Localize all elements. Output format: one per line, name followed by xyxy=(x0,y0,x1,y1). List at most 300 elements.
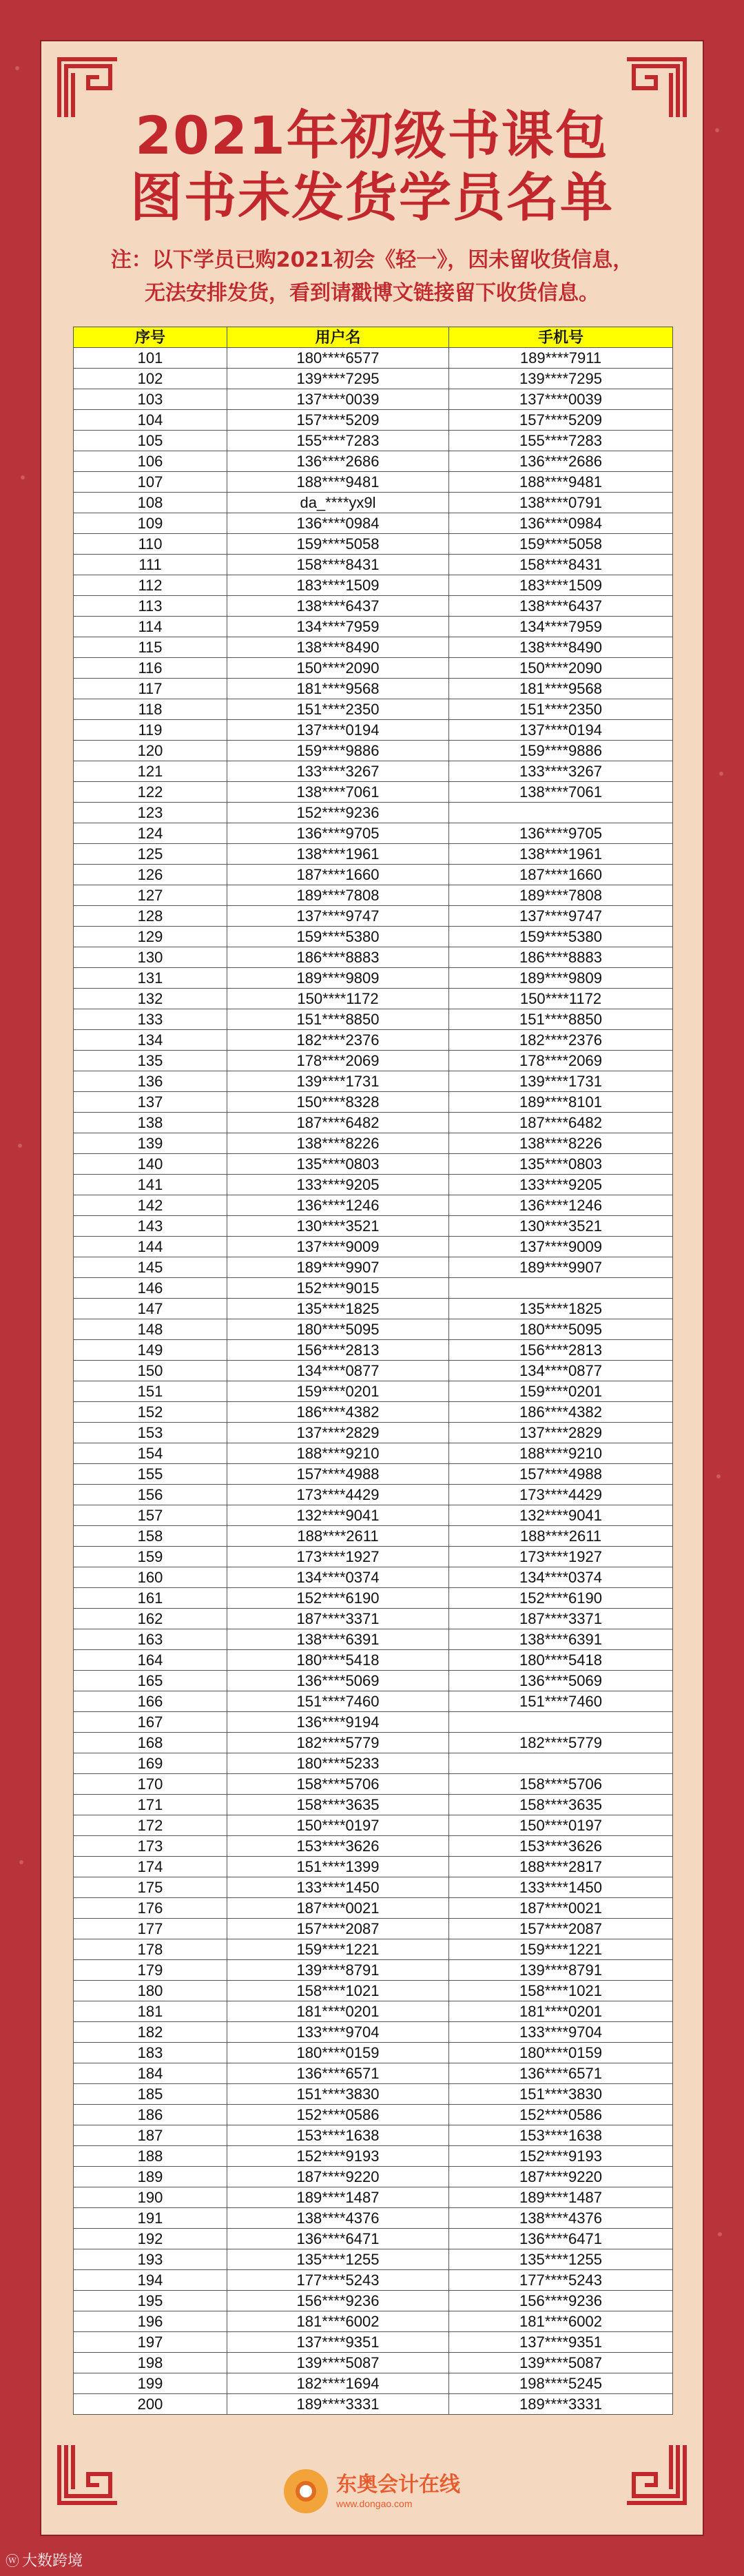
cell-phone: 136****5069 xyxy=(449,1671,673,1691)
table-row xyxy=(74,2229,673,2249)
cell-username: 158****5706 xyxy=(227,1774,449,1795)
table-row xyxy=(74,596,673,617)
cell-username: 152****9193 xyxy=(227,2146,449,2167)
cell-serial: 119 xyxy=(74,720,227,741)
cell-username: 139****7295 xyxy=(227,369,449,389)
cell-username: 182****5779 xyxy=(227,1733,449,1753)
cell-phone: 137****0194 xyxy=(449,720,673,741)
cell-phone: 187****0021 xyxy=(449,1898,673,1919)
cell-username: 136****2686 xyxy=(227,451,449,472)
table-row xyxy=(74,885,673,906)
cell-phone: 187****3371 xyxy=(449,1609,673,1629)
table-row xyxy=(74,2249,673,2270)
cell-username: 181****0201 xyxy=(227,2001,449,2022)
cell-serial: 145 xyxy=(74,1257,227,1278)
cell-phone: 189****9809 xyxy=(449,968,673,989)
cell-phone: 187****9220 xyxy=(449,2167,673,2187)
cell-username: 189****9809 xyxy=(227,968,449,989)
table-row xyxy=(74,1154,673,1175)
cell-serial: 174 xyxy=(74,1857,227,1877)
cell-phone: 134****0374 xyxy=(449,1567,673,1588)
cell-username: 156****2813 xyxy=(227,1340,449,1361)
cell-serial: 190 xyxy=(74,2187,227,2208)
cell-serial: 149 xyxy=(74,1340,227,1361)
cell-serial: 191 xyxy=(74,2208,227,2229)
cell-phone: 151****2350 xyxy=(449,699,673,720)
cell-username: 139****1731 xyxy=(227,1071,449,1092)
cell-username: 157****4988 xyxy=(227,1464,449,1485)
table-row xyxy=(74,679,673,699)
cell-serial: 136 xyxy=(74,1071,227,1092)
table-row xyxy=(74,1237,673,1257)
cell-phone: 138****8226 xyxy=(449,1133,673,1154)
cell-serial: 188 xyxy=(74,2146,227,2167)
cell-serial: 152 xyxy=(74,1402,227,1423)
header-phone: 手机号 xyxy=(449,327,673,348)
table-row xyxy=(74,1609,673,1629)
table-row xyxy=(74,1857,673,1877)
cell-phone: 135****0803 xyxy=(449,1154,673,1175)
cell-username: 133****9205 xyxy=(227,1175,449,1195)
cell-phone xyxy=(449,1278,673,1299)
cell-username: 159****1221 xyxy=(227,1939,449,1960)
cell-serial: 175 xyxy=(74,1877,227,1898)
table-row xyxy=(74,1381,673,1402)
table-row xyxy=(74,513,673,534)
table-row xyxy=(74,1030,673,1051)
cell-username: 152****6190 xyxy=(227,1588,449,1609)
cell-phone: 155****7283 xyxy=(449,431,673,451)
cell-username: 134****7959 xyxy=(227,617,449,637)
cell-username: 187****6482 xyxy=(227,1113,449,1133)
cell-username: 159****0201 xyxy=(227,1381,449,1402)
cell-phone: 134****7959 xyxy=(449,617,673,637)
table-row xyxy=(74,1464,673,1485)
decor-dot xyxy=(15,66,19,70)
cell-username: 158****1021 xyxy=(227,1981,449,2001)
table-body xyxy=(74,348,673,2415)
cell-phone: 186****4382 xyxy=(449,1402,673,1423)
cell-username: 159****5380 xyxy=(227,927,449,947)
table-row xyxy=(74,1257,673,1278)
cell-serial: 138 xyxy=(74,1113,227,1133)
cell-username: 150****1172 xyxy=(227,989,449,1009)
cell-username: 178****2069 xyxy=(227,1051,449,1071)
cell-username: 180****5233 xyxy=(227,1753,449,1774)
cell-phone: 138****6391 xyxy=(449,1629,673,1650)
cell-phone: 188****2817 xyxy=(449,1857,673,1877)
table-row xyxy=(74,844,673,865)
cell-username: 188****9481 xyxy=(227,472,449,493)
cell-username: 183****1509 xyxy=(227,575,449,596)
cell-phone: 157****2087 xyxy=(449,1919,673,1939)
cell-serial: 181 xyxy=(74,2001,227,2022)
cell-username: 138****8490 xyxy=(227,637,449,658)
cell-serial: 104 xyxy=(74,410,227,431)
cell-username: 177****5243 xyxy=(227,2270,449,2291)
table-row xyxy=(74,782,673,803)
cell-username: 137****0194 xyxy=(227,720,449,741)
cell-phone: 136****1246 xyxy=(449,1195,673,1216)
cell-phone: 177****5243 xyxy=(449,2270,673,2291)
cell-username: 189****1487 xyxy=(227,2187,449,2208)
cell-username: 173****1927 xyxy=(227,1547,449,1567)
table-row xyxy=(74,575,673,596)
cell-phone: 137****9351 xyxy=(449,2332,673,2353)
cell-serial: 198 xyxy=(74,2353,227,2373)
cell-phone: 133****1450 xyxy=(449,1877,673,1898)
cell-username: 158****3635 xyxy=(227,1795,449,1815)
cell-phone: 188****9210 xyxy=(449,1443,673,1464)
cell-phone: 136****9705 xyxy=(449,823,673,844)
table-row xyxy=(74,968,673,989)
cell-phone: 178****2069 xyxy=(449,1051,673,1071)
cell-username: 136****0984 xyxy=(227,513,449,534)
cell-serial: 169 xyxy=(74,1753,227,1774)
cell-phone: 159****5058 xyxy=(449,534,673,555)
cell-username: 151****2350 xyxy=(227,699,449,720)
cell-phone: 138****7061 xyxy=(449,782,673,803)
table-row xyxy=(74,2001,673,2022)
watermark-text: 大数跨境 xyxy=(22,2553,83,2570)
cell-serial: 147 xyxy=(74,1299,227,1319)
cell-phone: 189****7911 xyxy=(449,348,673,369)
cell-serial: 166 xyxy=(74,1691,227,1712)
cell-username: 188****2611 xyxy=(227,1526,449,1547)
cell-phone xyxy=(449,803,673,823)
table-row xyxy=(74,2167,673,2187)
table-row xyxy=(74,1071,673,1092)
notice-line2: 无法安排发货，看到请戳博文链接留下收货信息。 xyxy=(145,281,599,305)
cell-serial: 139 xyxy=(74,1133,227,1154)
table-row xyxy=(74,2332,673,2353)
cell-serial: 107 xyxy=(74,472,227,493)
table-row xyxy=(74,1195,673,1216)
cell-username: 187****1660 xyxy=(227,865,449,885)
table-row xyxy=(74,1278,673,1299)
cell-serial: 173 xyxy=(74,1836,227,1857)
table-row xyxy=(74,1340,673,1361)
cell-username: 181****9568 xyxy=(227,679,449,699)
table-row xyxy=(74,1650,673,1671)
cell-username: 159****5058 xyxy=(227,534,449,555)
cell-serial: 192 xyxy=(74,2229,227,2249)
table-row xyxy=(74,1133,673,1154)
cell-phone: 156****2813 xyxy=(449,1340,673,1361)
cell-serial: 106 xyxy=(74,451,227,472)
cell-phone: 182****2376 xyxy=(449,1030,673,1051)
cell-serial: 142 xyxy=(74,1195,227,1216)
cell-username: 182****1694 xyxy=(227,2373,449,2394)
cell-serial: 140 xyxy=(74,1154,227,1175)
decor-dot xyxy=(18,1144,22,1148)
cell-username: 139****8791 xyxy=(227,1960,449,1981)
cell-serial: 111 xyxy=(74,555,227,575)
cell-username: 137****9009 xyxy=(227,1237,449,1257)
cell-serial: 172 xyxy=(74,1815,227,1836)
table-row xyxy=(74,1113,673,1133)
dongao-logo-icon xyxy=(284,2469,328,2513)
cell-serial: 121 xyxy=(74,761,227,782)
table-row xyxy=(74,2208,673,2229)
cell-phone: 189****7808 xyxy=(449,885,673,906)
brand-name: 东奥会计在线 xyxy=(336,2473,460,2497)
cell-serial: 165 xyxy=(74,1671,227,1691)
cell-phone: 138****0791 xyxy=(449,493,673,513)
table-row xyxy=(74,761,673,782)
cell-phone: 186****8883 xyxy=(449,947,673,968)
cell-username: 138****1961 xyxy=(227,844,449,865)
table-row xyxy=(74,348,673,369)
table-row xyxy=(74,865,673,885)
table-row xyxy=(74,1733,673,1753)
cell-username: 186****8883 xyxy=(227,947,449,968)
table-row xyxy=(74,1795,673,1815)
table-row xyxy=(74,1361,673,1381)
cell-serial: 118 xyxy=(74,699,227,720)
cell-phone: 133****9205 xyxy=(449,1175,673,1195)
cell-serial: 158 xyxy=(74,1526,227,1547)
cell-phone: 181****6002 xyxy=(449,2311,673,2332)
cell-phone: 151****8850 xyxy=(449,1009,673,1030)
table-row xyxy=(74,989,673,1009)
cell-username: 181****6002 xyxy=(227,2311,449,2332)
cell-username: 152****9015 xyxy=(227,1278,449,1299)
cell-phone: 151****7460 xyxy=(449,1691,673,1712)
brand-url: www.dongao.com xyxy=(336,2498,413,2509)
cell-phone: 180****5095 xyxy=(449,1319,673,1340)
cell-serial: 126 xyxy=(74,865,227,885)
cell-phone: 189****1487 xyxy=(449,2187,673,2208)
table-row xyxy=(74,493,673,513)
cell-serial: 105 xyxy=(74,431,227,451)
table-row xyxy=(74,1919,673,1939)
cell-username: 153****3626 xyxy=(227,1836,449,1857)
cell-phone: 139****5087 xyxy=(449,2353,673,2373)
cell-username: 157****5209 xyxy=(227,410,449,431)
cell-serial: 132 xyxy=(74,989,227,1009)
cell-phone: 159****5380 xyxy=(449,927,673,947)
table-row xyxy=(74,451,673,472)
cell-serial: 168 xyxy=(74,1733,227,1753)
cell-serial: 157 xyxy=(74,1505,227,1526)
cell-serial: 178 xyxy=(74,1939,227,1960)
cell-username: 137****9351 xyxy=(227,2332,449,2353)
cell-serial: 134 xyxy=(74,1030,227,1051)
cell-username: 133****1450 xyxy=(227,1877,449,1898)
cell-username: 153****1638 xyxy=(227,2125,449,2146)
header-serial: 序号 xyxy=(74,327,227,348)
table-row xyxy=(74,2125,673,2146)
cell-serial: 170 xyxy=(74,1774,227,1795)
cell-username: 152****0586 xyxy=(227,2105,449,2125)
cell-phone: 137****9009 xyxy=(449,1237,673,1257)
cell-phone: 153****3626 xyxy=(449,1836,673,1857)
cell-serial: 146 xyxy=(74,1278,227,1299)
cell-serial: 115 xyxy=(74,637,227,658)
cell-username: 186****4382 xyxy=(227,1402,449,1423)
cell-serial: 101 xyxy=(74,348,227,369)
cell-phone xyxy=(449,1753,673,1774)
cell-phone: 139****8791 xyxy=(449,1960,673,1981)
cell-username: 136****6571 xyxy=(227,2063,449,2084)
cell-serial: 159 xyxy=(74,1547,227,1567)
weibo-icon: ⓦ xyxy=(6,2553,19,2569)
table-row xyxy=(74,658,673,679)
cell-phone: 198****5245 xyxy=(449,2373,673,2394)
cell-serial: 102 xyxy=(74,369,227,389)
table-row xyxy=(74,637,673,658)
table-row xyxy=(74,2084,673,2105)
cell-serial: 151 xyxy=(74,1381,227,1402)
cell-phone: 153****1638 xyxy=(449,2125,673,2146)
cell-phone: 137****9747 xyxy=(449,906,673,927)
cell-serial: 133 xyxy=(74,1009,227,1030)
cell-serial: 196 xyxy=(74,2311,227,2332)
cell-phone: 133****3267 xyxy=(449,761,673,782)
table-row xyxy=(74,1960,673,1981)
cell-serial: 195 xyxy=(74,2291,227,2311)
table-row xyxy=(74,1877,673,1898)
cell-serial: 114 xyxy=(74,617,227,637)
cell-serial: 186 xyxy=(74,2105,227,2125)
decor-dot xyxy=(716,1474,721,1478)
table-row xyxy=(74,617,673,637)
cell-phone: 150****0197 xyxy=(449,1815,673,1836)
cell-username: 187****0021 xyxy=(227,1898,449,1919)
cell-username: 136****9194 xyxy=(227,1712,449,1733)
cell-username: 136****5069 xyxy=(227,1671,449,1691)
table-row xyxy=(74,1505,673,1526)
table-row xyxy=(74,947,673,968)
cell-username: 155****7283 xyxy=(227,431,449,451)
table-row xyxy=(74,369,673,389)
table-row xyxy=(74,1898,673,1919)
cell-username: 138****6437 xyxy=(227,596,449,617)
cell-username: 187****9220 xyxy=(227,2167,449,2187)
cell-username: 138****7061 xyxy=(227,782,449,803)
cell-phone: 134****0877 xyxy=(449,1361,673,1381)
table-row xyxy=(74,1175,673,1195)
cell-phone: 137****0039 xyxy=(449,389,673,410)
table-row xyxy=(74,927,673,947)
cell-serial: 185 xyxy=(74,2084,227,2105)
decor-dot xyxy=(718,2232,722,2236)
table-row xyxy=(74,741,673,761)
cell-username: 150****0197 xyxy=(227,1815,449,1836)
cell-serial: 161 xyxy=(74,1588,227,1609)
cell-phone: 159****0201 xyxy=(449,1381,673,1402)
table-row xyxy=(74,823,673,844)
cell-serial: 164 xyxy=(74,1650,227,1671)
cell-serial: 163 xyxy=(74,1629,227,1650)
student-list-table-wrap xyxy=(73,327,672,2415)
table-row xyxy=(74,1939,673,1960)
cell-serial: 148 xyxy=(74,1319,227,1340)
cell-phone: 158****8431 xyxy=(449,555,673,575)
cell-username: 133****3267 xyxy=(227,761,449,782)
cell-phone: 139****1731 xyxy=(449,1071,673,1092)
table-row xyxy=(74,1526,673,1547)
cell-phone: 187****6482 xyxy=(449,1113,673,1133)
cell-username: 136****6471 xyxy=(227,2229,449,2249)
cell-username: 138****4376 xyxy=(227,2208,449,2229)
table-row xyxy=(74,472,673,493)
table-row xyxy=(74,2022,673,2043)
cell-username: 188****9210 xyxy=(227,1443,449,1464)
table-row xyxy=(74,1691,673,1712)
table-row xyxy=(74,2043,673,2063)
table-row xyxy=(74,1319,673,1340)
cell-username: 137****9747 xyxy=(227,906,449,927)
table-row xyxy=(74,410,673,431)
table-row xyxy=(74,1815,673,1836)
table-row xyxy=(74,1299,673,1319)
cell-username: da_****yx9l xyxy=(227,493,449,513)
cell-serial: 144 xyxy=(74,1237,227,1257)
cell-phone: 133****9704 xyxy=(449,2022,673,2043)
cell-phone: 152****9193 xyxy=(449,2146,673,2167)
cell-username: 180****0159 xyxy=(227,2043,449,2063)
table-row xyxy=(74,1981,673,2001)
cell-phone: 157****5209 xyxy=(449,410,673,431)
cell-serial: 183 xyxy=(74,2043,227,2063)
cell-serial: 112 xyxy=(74,575,227,596)
cell-username: 152****9236 xyxy=(227,803,449,823)
cell-phone xyxy=(449,1712,673,1733)
cell-username: 134****0374 xyxy=(227,1567,449,1588)
table-row xyxy=(74,1092,673,1113)
cell-username: 159****9886 xyxy=(227,741,449,761)
cell-username: 173****4429 xyxy=(227,1485,449,1505)
table-row xyxy=(74,1009,673,1030)
cell-serial: 197 xyxy=(74,2332,227,2353)
table-row xyxy=(74,1588,673,1609)
cell-serial: 155 xyxy=(74,1464,227,1485)
table-row xyxy=(74,1836,673,1857)
cell-username: 134****0877 xyxy=(227,1361,449,1381)
brand-logo xyxy=(0,2469,744,2513)
cell-phone: 135****1825 xyxy=(449,1299,673,1319)
cell-serial: 128 xyxy=(74,906,227,927)
cell-serial: 117 xyxy=(74,679,227,699)
cell-phone: 152****6190 xyxy=(449,1588,673,1609)
cell-username: 158****8431 xyxy=(227,555,449,575)
table-row xyxy=(74,1774,673,1795)
table-row xyxy=(74,1216,673,1237)
cell-username: 180****5418 xyxy=(227,1650,449,1671)
cell-serial: 162 xyxy=(74,1609,227,1629)
cell-serial: 180 xyxy=(74,1981,227,2001)
cell-serial: 156 xyxy=(74,1485,227,1505)
cell-phone: 137****2829 xyxy=(449,1423,673,1443)
cell-phone: 181****9568 xyxy=(449,679,673,699)
cell-serial: 113 xyxy=(74,596,227,617)
cell-username: 135****0803 xyxy=(227,1154,449,1175)
cell-phone: 136****2686 xyxy=(449,451,673,472)
cell-serial: 200 xyxy=(74,2394,227,2415)
cell-username: 133****9704 xyxy=(227,2022,449,2043)
cell-phone: 180****0159 xyxy=(449,2043,673,2063)
cell-phone: 132****9041 xyxy=(449,1505,673,1526)
cell-username: 130****3521 xyxy=(227,1216,449,1237)
table-row xyxy=(74,1753,673,1774)
cell-serial: 103 xyxy=(74,389,227,410)
cell-username: 135****1255 xyxy=(227,2249,449,2270)
cell-phone: 150****2090 xyxy=(449,658,673,679)
table-row xyxy=(74,2105,673,2125)
watermark xyxy=(6,2549,83,2570)
